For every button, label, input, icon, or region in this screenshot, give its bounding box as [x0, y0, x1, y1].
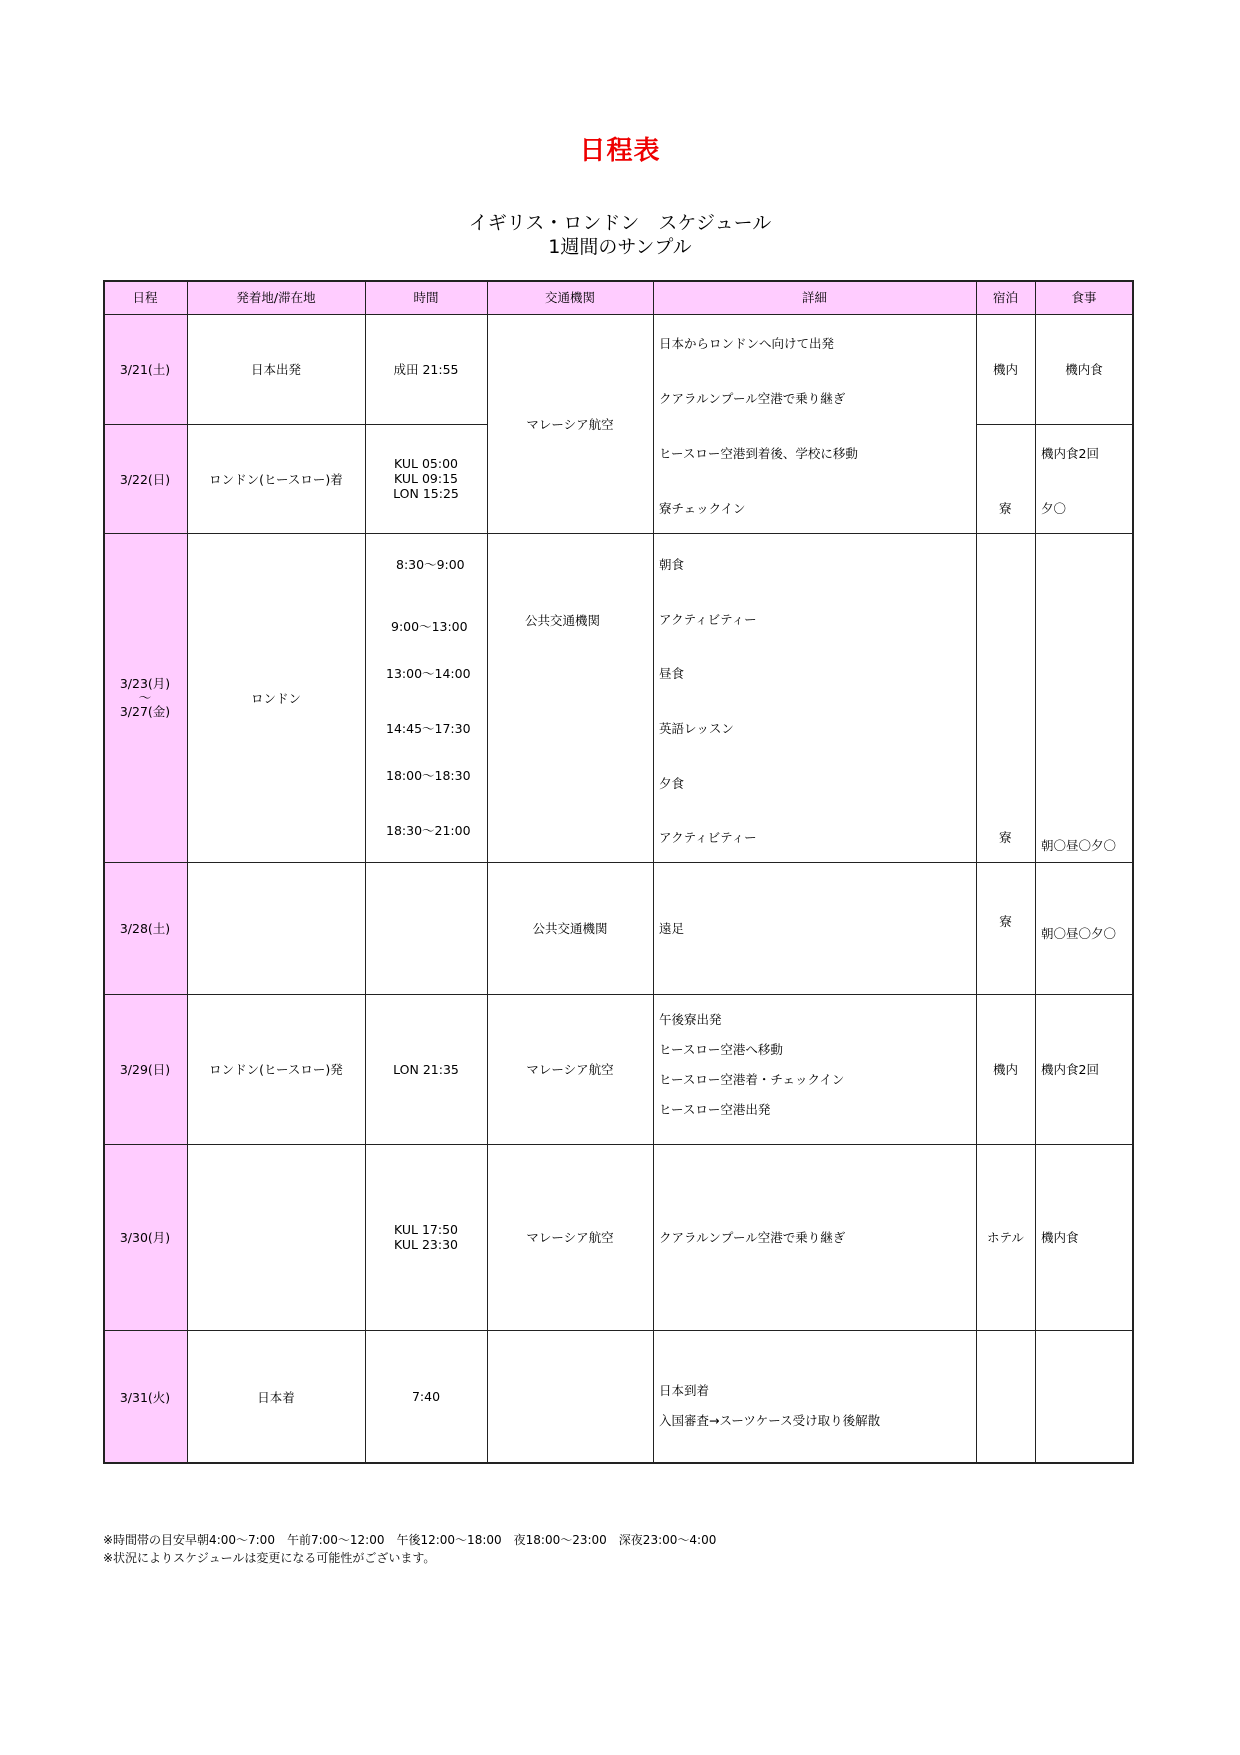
row2-detail-2: 寮チェックイン — [659, 501, 746, 516]
row3-date — [103, 533, 187, 862]
row5-detail-3: ヒースロー空港着・チェックイン — [659, 1072, 845, 1087]
row3-transport: 公共交通機関 — [525, 613, 601, 628]
col-border-6 — [1035, 280, 1036, 1463]
row5-meals: 機内食2回 — [1041, 1062, 1099, 1077]
row1-bottom-border-left — [103, 424, 487, 425]
table-top-border — [103, 280, 1134, 282]
row3-lodging: 寮 — [999, 830, 1012, 845]
row7-date: 3/31(火) — [119, 1389, 171, 1405]
row1-time: 成田 21:55 — [393, 362, 459, 377]
row6-meals: 機内食 — [1041, 1230, 1079, 1245]
row7-detail-2: 入国審査→スーツケース受け取り後解散 — [659, 1413, 881, 1428]
row5-lodging: 機内 — [992, 1062, 1018, 1077]
subtitle-line-1: イギリス・ロンドン スケジュール — [468, 212, 772, 234]
row3-time-4: 14:45～17:30 — [386, 721, 471, 736]
row2-meals-1: 機内食2回 — [1041, 446, 1099, 461]
header-bottom-border — [103, 314, 1133, 315]
row6-times — [365, 1144, 487, 1330]
row1-detail-2: クアラルンプール空港で乗り継ぎ — [659, 391, 846, 406]
row3-time-5: 18:00～18:30 — [386, 768, 471, 783]
row1-meals: 機内食 — [1065, 362, 1103, 377]
row6-detail: クアラルンプール空港で乗り継ぎ — [659, 1230, 846, 1245]
row3-time-6: 18:30～21:00 — [386, 823, 471, 838]
row6-lodging: ホテル — [987, 1230, 1024, 1245]
col-border-3 — [487, 280, 488, 1463]
subtitle-line-2: 1週間のサンプル — [548, 236, 692, 258]
row1-place: 日本出発 — [250, 362, 301, 377]
row5-transport: マレーシア航空 — [526, 1062, 614, 1077]
page-title: 日程表 — [579, 136, 661, 166]
row3-date-separator: ～ — [138, 689, 152, 705]
row3-date-end: 3/27(金) — [119, 703, 171, 719]
row3-detail-4: 英語レッスン — [659, 721, 734, 736]
row3-detail-1: 朝食 — [659, 557, 685, 572]
row5-place: ロンドン(ヒースロー)発 — [209, 1062, 343, 1077]
row5-date: 3/29(日) — [119, 1062, 171, 1077]
header-date: 日程 — [132, 290, 158, 305]
row3-time-1: 8:30～9:00 — [396, 557, 465, 572]
row4-date: 3/28(土) — [119, 921, 171, 936]
footnote-time-bands: ※時間帯の目安早朝4:00～7:00 午前7:00～12:00 午後12:00～18:00 夜18:00～23:00 深夜23:00～4:00 — [103, 1533, 717, 1547]
row2-time-1: KUL 05:00 — [394, 456, 458, 471]
row6-transport: マレーシア航空 — [526, 1230, 614, 1245]
row3-detail-2: アクティビティー — [659, 612, 757, 627]
row3-bottom-border — [103, 862, 1133, 863]
row3-detail-5: 夕食 — [659, 776, 685, 791]
row3-date-start: 3/23(月) — [119, 675, 171, 691]
row2-lodging: 寮 — [999, 501, 1012, 516]
row4-meals: 朝〇昼〇夕〇 — [1041, 926, 1117, 941]
row3-detail-3: 昼食 — [659, 666, 685, 681]
header-meals: 食事 — [1071, 290, 1097, 305]
table-bottom-border — [103, 1462, 1134, 1464]
row5-bottom-border — [103, 1144, 1133, 1145]
table-right-border — [1132, 280, 1134, 1464]
row5-detail-1: 午後寮出発 — [659, 1012, 722, 1027]
header-transport: 交通機関 — [544, 290, 595, 305]
row4-detail: 遠足 — [659, 921, 685, 936]
row5-detail-2: ヒースロー空港へ移動 — [659, 1042, 783, 1057]
row2-times — [365, 424, 487, 533]
row3-place: ロンドン — [250, 690, 301, 706]
header-place: 発着地/滞在地 — [236, 290, 316, 305]
row2-date: 3/22(日) — [119, 471, 171, 487]
row6-date: 3/30(月) — [119, 1230, 171, 1245]
col-border-1 — [187, 280, 188, 1463]
row3-meals: 朝〇昼〇夕〇 — [1041, 838, 1117, 853]
row3-time-3: 13:00～14:00 — [386, 666, 471, 681]
header-time: 時間 — [413, 290, 439, 305]
col-border-5 — [976, 280, 977, 1463]
row6-bottom-border — [103, 1330, 1133, 1331]
col-border-2 — [365, 280, 366, 1463]
row6-time-2: KUL 23:30 — [394, 1237, 458, 1252]
row2-place: ロンドン(ヒースロー)着 — [209, 471, 343, 487]
row5-detail-4: ヒースロー空港出発 — [659, 1102, 771, 1117]
row2-bottom-border — [103, 533, 1133, 534]
col-border-4 — [653, 280, 654, 1463]
row1-lodging: 機内 — [992, 362, 1018, 377]
row4-lodging: 寮 — [999, 914, 1012, 929]
row3-time-2: 9:00～13:00 — [391, 619, 468, 634]
row1-date: 3/21(土) — [119, 362, 171, 377]
row7-time: 7:40 — [411, 1389, 441, 1404]
row4-bottom-border — [103, 994, 1133, 995]
row5-time: LON 21:35 — [393, 1061, 459, 1077]
row1-detail-1: 日本からロンドンへ向けて出発 — [659, 336, 835, 351]
row2-detail-1: ヒースロー空港到着後、学校に移動 — [659, 446, 858, 461]
header-details: 詳細 — [801, 290, 827, 305]
header-lodging: 宿泊 — [992, 290, 1018, 305]
row6-time-1: KUL 17:50 — [394, 1222, 458, 1237]
row3-detail-6: アクティビティー — [659, 830, 757, 845]
table-left-border — [103, 280, 105, 1464]
row2-meals-2: 夕〇 — [1041, 501, 1067, 516]
row4-transport: 公共交通機関 — [532, 921, 608, 936]
row7-place: 日本着 — [257, 1389, 295, 1405]
footnote-schedule-change: ※状況によりスケジュールは変更になる可能性がございます。 — [103, 1551, 436, 1565]
row2-time-3: LON 15:25 — [393, 486, 459, 501]
row1-bottom-border-right — [976, 424, 1133, 425]
row1-2-transport: マレーシア航空 — [526, 416, 614, 432]
row7-detail-1: 日本到着 — [659, 1383, 710, 1398]
row2-time-2: KUL 09:15 — [394, 471, 458, 486]
